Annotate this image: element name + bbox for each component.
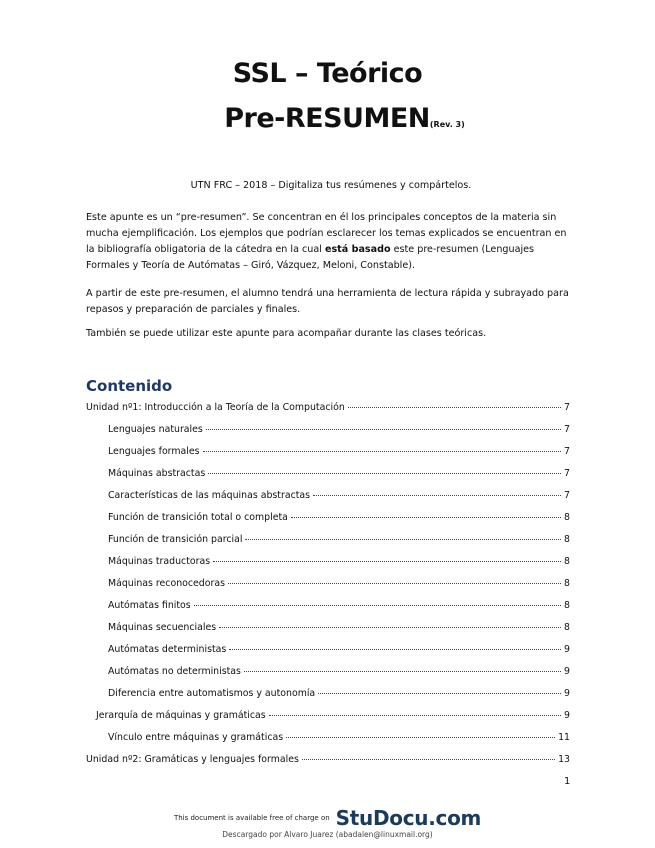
logo-wordmark: StuDocu xyxy=(335,806,429,830)
paragraph-purpose: A partir de este pre-resumen, el alumno tendrá una herramienta de lectura rápida y subrayado para repasos y preparación de parciales y finales. xyxy=(86,288,569,315)
toc-entry-label: Autómatas deterministas xyxy=(108,644,227,655)
logo-domain: .com xyxy=(428,806,482,830)
toc-entry-label: Función de transición total o completa xyxy=(108,512,288,523)
toc-entry[interactable] xyxy=(86,466,570,488)
toc-entry[interactable] xyxy=(86,488,570,510)
toc-leader xyxy=(206,420,561,430)
footer-availability xyxy=(0,806,655,830)
toc-entry-label: Unidad nº1: Introducción a la Teoría de la Computación xyxy=(86,402,345,413)
toc-entry-label: Máquinas abstractas xyxy=(108,468,206,479)
toc-entry[interactable] xyxy=(86,510,570,532)
toc-entry-page: 9 xyxy=(564,644,570,655)
toc-entry-label: Diferencia entre automatismos y autonomía xyxy=(108,688,316,699)
toc-entry[interactable] xyxy=(86,752,570,774)
toc-entry-page: 8 xyxy=(564,534,570,545)
toc-leader xyxy=(244,662,561,672)
paragraph-description-bold: está basado xyxy=(324,244,391,255)
toc-entry[interactable] xyxy=(86,576,570,598)
toc-entry[interactable] xyxy=(86,708,570,730)
toc-entry-label: Máquinas reconocedoras xyxy=(108,578,225,589)
toc-leader xyxy=(213,552,561,562)
toc-heading: Contenido xyxy=(86,377,173,395)
toc-leader xyxy=(286,728,555,738)
toc-entry-page: 8 xyxy=(564,578,570,589)
toc-leader xyxy=(208,464,561,474)
page-number: 1 xyxy=(564,776,571,787)
studocu-logo[interactable] xyxy=(336,806,481,830)
toc-leader xyxy=(203,442,562,452)
toc-entry-label: Lenguajes naturales xyxy=(108,424,203,435)
toc-entry-label: Autómatas no deterministas xyxy=(108,666,241,677)
toc-entry-label: Jerarquía de máquinas y gramáticas xyxy=(96,710,266,721)
toc-entry[interactable] xyxy=(86,664,570,686)
document-title: SSL – Teórico xyxy=(232,58,423,89)
toc-entry-page: 9 xyxy=(564,688,570,699)
toc-entry-page: 11 xyxy=(558,732,570,743)
intro-line: UTN FRC – 2018 – Digitaliza tus resúmenes y compártelos. xyxy=(190,180,472,191)
toc-leader xyxy=(229,640,561,650)
toc-entry-label: Autómatas finitos xyxy=(108,600,191,611)
toc-entry-label: Lenguajes formales xyxy=(108,446,200,457)
toc-entry-label: Función de transición parcial xyxy=(108,534,243,545)
toc-leader xyxy=(348,398,561,408)
toc-entry-page: 7 xyxy=(564,402,570,413)
toc-leader xyxy=(313,486,561,496)
toc-entry[interactable] xyxy=(86,686,570,708)
table-of-contents xyxy=(86,400,570,774)
toc-entry-page: 13 xyxy=(558,754,570,765)
toc-entry-page: 8 xyxy=(564,556,570,567)
paragraph-description xyxy=(86,210,576,274)
toc-entry-label: Vínculo entre máquinas y gramáticas xyxy=(108,732,284,743)
toc-entry[interactable] xyxy=(86,642,570,664)
toc-entry-page: 7 xyxy=(564,446,570,457)
toc-leader xyxy=(269,706,561,716)
toc-leader xyxy=(219,618,561,628)
toc-leader xyxy=(228,574,561,584)
toc-entry-page: 9 xyxy=(564,710,570,721)
toc-leader xyxy=(302,750,555,760)
toc-entry-page: 8 xyxy=(564,600,570,611)
toc-entry-label: Características de las máquinas abstractas xyxy=(108,490,311,501)
toc-entry[interactable] xyxy=(86,554,570,576)
toc-entry-page: 9 xyxy=(564,666,570,677)
toc-entry[interactable] xyxy=(86,400,570,422)
toc-entry[interactable] xyxy=(86,532,570,554)
toc-entry-page: 7 xyxy=(564,468,570,479)
toc-entry-label: Máquinas traductoras xyxy=(108,556,211,567)
toc-entry-page: 8 xyxy=(564,512,570,523)
revision-label: (Rev. 3) xyxy=(429,120,465,129)
paragraph-description-text-b: este pre-resumen (Lenguajes Formales y Teoría de Autómatas – Giró, Vázquez, Meloni, Constable). xyxy=(86,244,535,271)
subtitle-text: Pre-RESUMEN xyxy=(224,103,430,134)
toc-leader xyxy=(318,684,561,694)
toc-leader xyxy=(194,596,561,606)
document-subtitle xyxy=(0,103,655,134)
toc-entry-page: 7 xyxy=(564,490,570,501)
download-attribution: Descargado por Alvaro Juarez (abadalen@linuxmail.org) xyxy=(222,830,433,839)
toc-entry-page: 8 xyxy=(564,622,570,633)
toc-entry[interactable] xyxy=(86,620,570,642)
toc-leader xyxy=(245,530,561,540)
availability-text: This document is available free of charge on xyxy=(173,814,330,822)
toc-entry[interactable] xyxy=(86,444,570,466)
toc-entry-label: Máquinas secuenciales xyxy=(108,622,217,633)
paragraph-usage: También se puede utilizar este apunte para acompañar durante las clases teóricas. xyxy=(86,328,487,339)
toc-entry-page: 7 xyxy=(564,424,570,435)
paragraph-description-text-a: Este apunte es un “pre-resumen”. Se concentran en él los principales conceptos de la materia sin mucha ejemplificación. Los ejemplos que podrían esclarecer los temas explicados se encuentran en la bibliografía obligatoria de la cátedra en la cual xyxy=(86,212,567,255)
toc-leader xyxy=(291,508,561,518)
toc-entry[interactable] xyxy=(86,598,570,620)
toc-entry-label: Unidad nº2: Gramáticas y lenguajes formales xyxy=(86,754,299,765)
toc-entry[interactable] xyxy=(86,422,570,444)
toc-entry[interactable] xyxy=(86,730,570,752)
